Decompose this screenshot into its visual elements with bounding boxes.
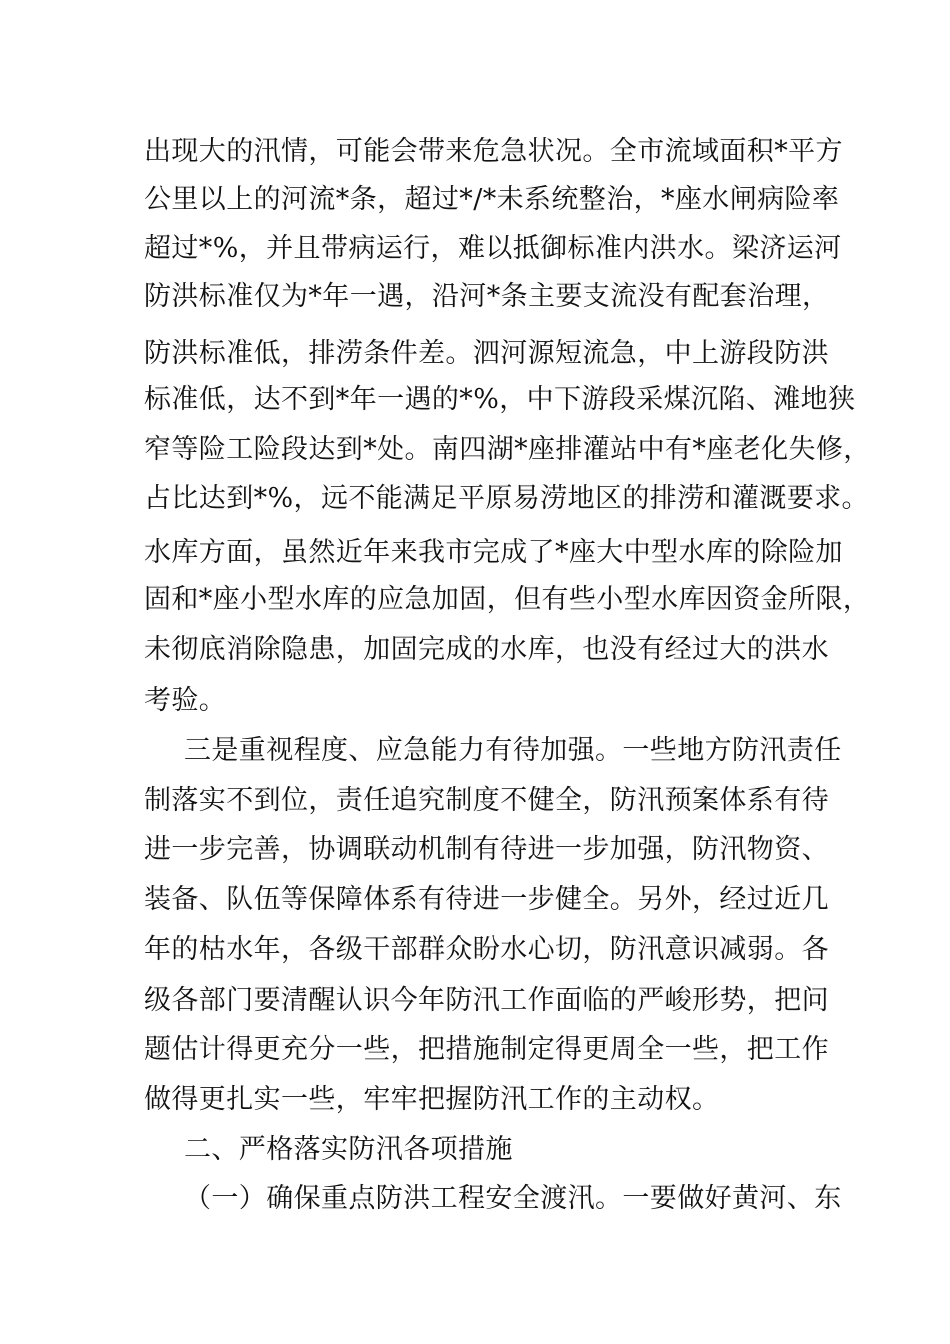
text-line: 防洪标准仅为*年一遇，沿河*条主要支流没有配套治理， xyxy=(144,281,830,312)
text-line: 固和*座小型水库的应急加固，但有些小型水库因资金所限， xyxy=(144,584,871,615)
text-line: 标准低，达不到*年一遇的*%，中下游段采煤沉陷、滩地狭 xyxy=(144,384,856,415)
text-line: 制落实不到位，责任追究制度不健全，防汛预案体系有待 xyxy=(144,785,829,816)
text-line: 级各部门要清醒认识今年防汛工作面临的严峻形势，把问 xyxy=(144,985,829,1016)
text-line: 未彻底消除隐患，加固完成的水库，也没有经过大的洪水 xyxy=(144,634,829,665)
text-line: 装备、队伍等保障体系有待进一步健全。另外，经过近几 xyxy=(144,884,829,915)
text-line: 防洪标准低，排涝条件差。泗河源短流急，中上游段防洪 xyxy=(144,338,829,369)
paragraph-start-line: 三是重视程度、应急能力有待加强。一些地方防汛责任 xyxy=(184,735,842,766)
section-heading: 二、严格落实防汛各项措施 xyxy=(184,1134,513,1165)
text-line: 题估计得更充分一些，把措施制定得更周全一些，把工作 xyxy=(144,1034,829,1065)
text-line: 年的枯水年，各级干部群众盼水心切，防汛意识减弱。各 xyxy=(144,934,829,965)
text-line: 公里以上的河流*条，超过*/*未系统整治，*座水闸病险率 xyxy=(144,184,840,215)
text-line: 占比达到*%，远不能满足平原易涝地区的排涝和灌溉要求。 xyxy=(144,483,869,514)
text-line: 窄等险工险段达到*处。南四湖*座排灌站中有*座老化失修， xyxy=(144,434,871,465)
text-line: 超过*%，并且带病运行，难以抵御标准内洪水。梁济运河 xyxy=(144,233,842,264)
subsection-heading-line: （一）确保重点防洪工程安全渡汛。一要做好黄河、东 xyxy=(184,1183,842,1214)
text-line: 做得更扎实一些，牢牢把握防汛工作的主动权。 xyxy=(144,1084,720,1115)
text-line: 出现大的汛情，可能会带来危急状况。全市流域面积*平方 xyxy=(144,136,843,167)
text-line: 水库方面，虽然近年来我市完成了*座大中型水库的除险加 xyxy=(144,537,843,568)
text-line: 进一步完善，协调联动机制有待进一步加强，防汛物资、 xyxy=(144,834,829,865)
text-line: 考验。 xyxy=(144,685,227,716)
